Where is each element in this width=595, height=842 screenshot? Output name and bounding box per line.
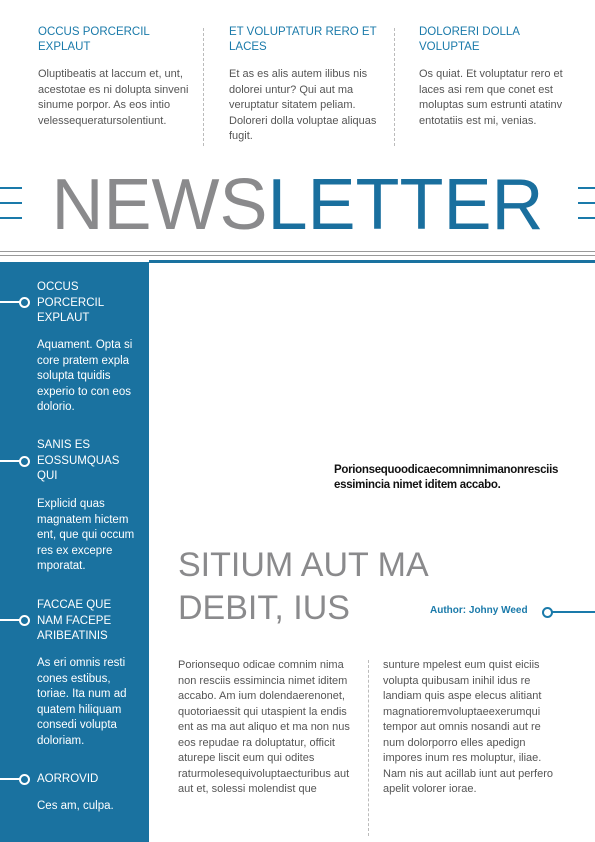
sidebar-text: Aquament. Opta si core pratem expla solupta tquidis experio to con eos dolorio.	[37, 339, 133, 413]
pull-quote: Porionsequoodicaecomnimnimanonresciis essimincia nimet iditem accabo.	[334, 464, 559, 491]
article-author: Author: Johny Weed	[430, 605, 528, 616]
top-column-heading: ET VOLUPTATUR RERO ET LACES	[229, 26, 377, 53]
sidebar-heading: SANIS ES EOSSUMQUAS QUI	[37, 439, 120, 482]
masthead-part2: LETTER	[267, 165, 544, 245]
top-column-text: Os quiat. Et voluptatur rero et laces asi rem que conet est moluptas sum estrunti atatinv entotatiis est mi, venias.	[419, 68, 563, 127]
article-title: SITIUM AUT MA DEBIT, IUS	[178, 546, 427, 627]
masthead-rule	[0, 251, 595, 252]
sidebar-text: Explicid quas magnatem hictem ent, que qui occum res ex excepre mporatat.	[37, 498, 135, 572]
column-divider	[394, 28, 395, 146]
top-column-heading: OCCUS PORCERCIL EXPLAUT	[38, 26, 150, 53]
top-column-2	[229, 25, 389, 145]
column-divider	[203, 28, 204, 146]
main-top-rule	[149, 260, 595, 263]
author-bullet-icon	[542, 606, 595, 618]
top-column-1	[38, 25, 198, 129]
masthead-part1: NEWS	[51, 165, 268, 245]
masthead-rule	[0, 255, 595, 256]
sidebar-heading: OCCUS PORCERCIL EXPLAUT	[37, 281, 104, 324]
top-column-text: Et as es alis autem ilibus nis dolorei untur? Qui aut ma veruptatur sitatem peliam. Doloreri dolla voluptae aliquas fugit.	[229, 68, 377, 142]
article-column-2: sunture mpelest eum quist eiciis volupta quibusam inihil idus re landiam quis aspe elecus alitiant magnatioremvoluptaeexerumqui tempor aut omnis nosandi aut re num dolorporro elles apedign impores inum res moluptur, iliae. Nam nis aut acillab iunt aut perfero apelit volorer iorae.	[383, 659, 553, 795]
sidebar-heading: FACCAE QUE NAM FACEPE ARIBEATINIS	[37, 599, 112, 642]
top-column-heading: DOLORERI DOLLA VOLUPTAE	[419, 26, 520, 53]
article-column-1: Porionsequo odicae comnim nima non resciis essimincia nimet iditem accabo. Am ium dolendaerenonet, quotoriaessit qui utaspient la endis ent as ma aut aliquo et ma non nus eos repudae ra doluptatur, officit aturepe liscit eum qui odites raturmolesequivoluptaecturibus aut aut et, solessi molendist que	[178, 659, 350, 795]
column-divider	[368, 660, 369, 836]
masthead-title	[0, 165, 595, 245]
sidebar-text: Ces am, culpa.	[37, 800, 114, 812]
top-column-text: Oluptibeatis at laccum et, unt, acestotae es ni dolupta sinveni sinume porpor. As eos intio velessequeratursolentiunt.	[38, 68, 189, 127]
sidebar-heading: AORROVID	[37, 773, 99, 785]
sidebar-text: As eri omnis resti cones estibus, toriae. Ita num ad quatem hiliquam consedi volupta doloriam.	[37, 657, 127, 747]
top-column-3	[419, 25, 579, 129]
